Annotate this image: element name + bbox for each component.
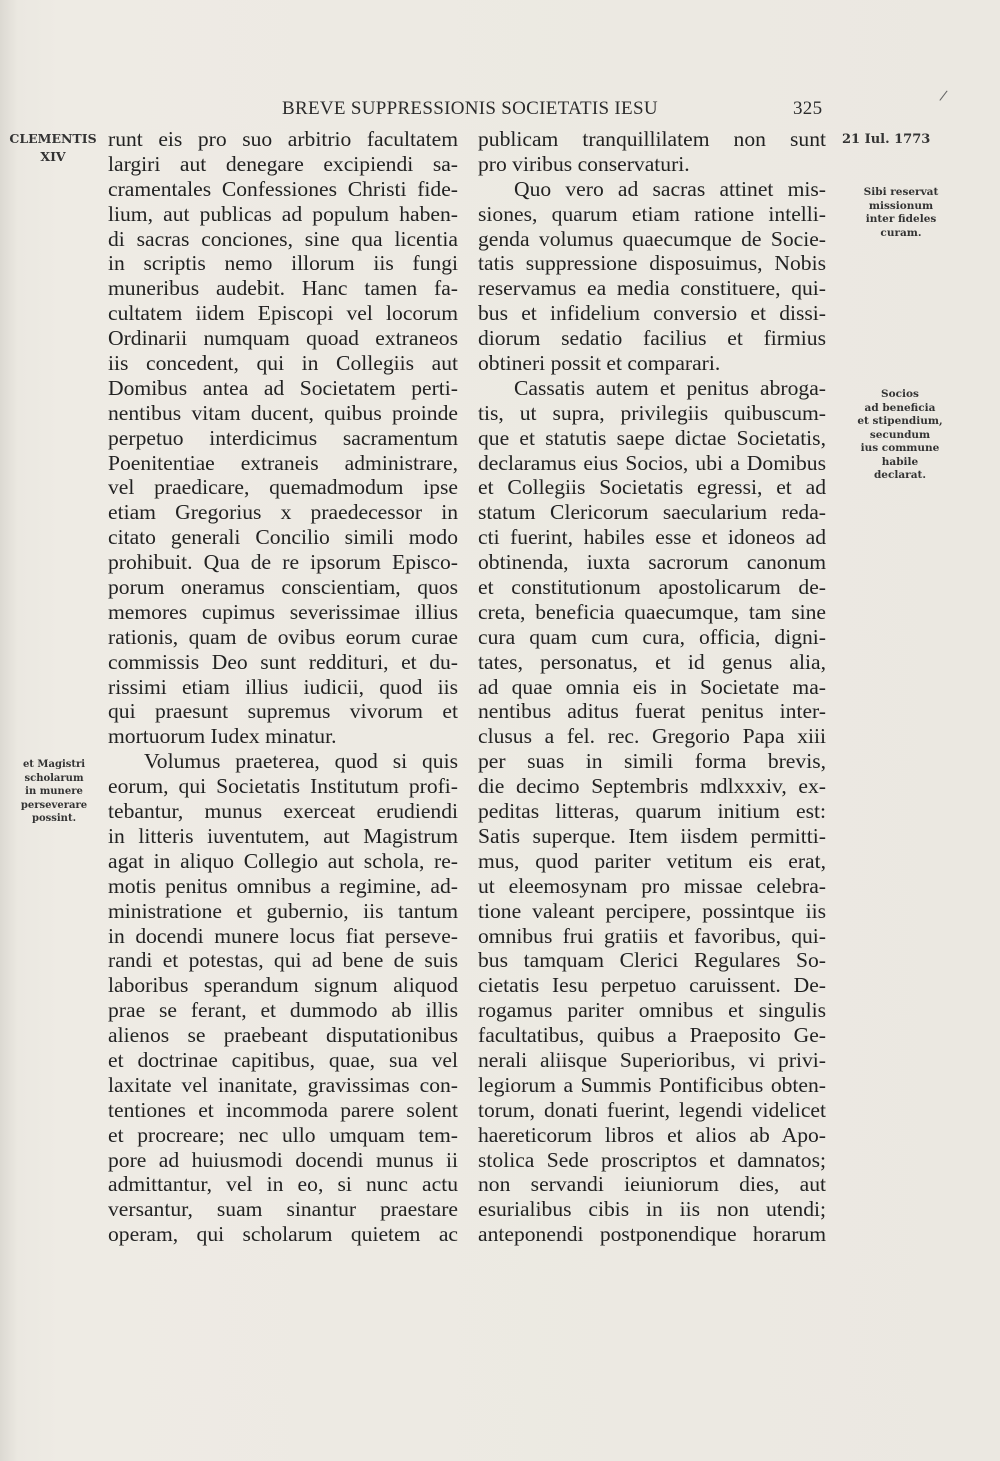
text-line: versantur, suam sinantur praestare <box>108 1197 458 1222</box>
text-line: que et statutis saepe dictae Societatis, <box>478 425 826 450</box>
text-line: commissis Deo sunt reddituri, et du- <box>108 649 458 674</box>
text-line: obtineri possit et comparari. <box>478 351 721 376</box>
running-title: BREVE SUPPRESSIONIS SOCIETATIS IESU <box>282 98 658 119</box>
text-line: mus, quod pariter vetitum eis erat, <box>478 848 826 873</box>
text-line: declaramus eius Socios, ubi a Domibus <box>478 450 826 475</box>
margin-note-line: et stipendium, <box>857 415 943 427</box>
text-line: eorum, qui Societatis Institutum profi- <box>108 774 458 799</box>
text-line: cura quam cum cura, officia, digni- <box>478 624 826 649</box>
margin-note-magistri <box>18 758 90 826</box>
margin-note-line: perseverare <box>20 799 88 811</box>
side-heading-line2: XIV <box>40 149 66 164</box>
margin-note-missions <box>846 186 956 240</box>
text-line: largiri aut denegare excipiendi sa- <box>108 151 458 176</box>
text-line: non servandi ieiuniorum dies, aut <box>478 1172 826 1197</box>
text-line: per suas in simili forma brevis, <box>478 749 826 774</box>
text-line: pro viribus conservaturi. <box>478 151 690 176</box>
text-line: bus tamquam Clerici Regulares So- <box>478 948 826 973</box>
margin-note-line: Socios <box>881 388 919 400</box>
page-number: 325 <box>793 98 823 119</box>
margin-note-line: missionum <box>868 199 934 212</box>
text-line: facultatibus, quibus a Praeposito Ge- <box>478 1023 826 1048</box>
text-line: in scriptis nemo illorum iis fungi <box>108 251 458 276</box>
text-line: Ordinarii numquam quoad extraneos <box>108 326 458 351</box>
margin-note-line: scholarum <box>24 772 84 784</box>
margin-note-line: declarat. <box>873 469 927 481</box>
left-text-column <box>108 127 458 1247</box>
side-heading-line1: CLEMENTIS <box>9 131 97 146</box>
text-line: torum, donati fuerint, legendi videlicet <box>478 1097 826 1122</box>
text-line: nentibus aditus fuerat penitus inter- <box>478 699 826 724</box>
text-line: motis penitus omnibus a regimine, ad- <box>108 873 458 898</box>
text-line: muneribus audebit. Hanc tamen fa- <box>108 276 458 301</box>
text-line: iis concedent, qui in Collegiis aut <box>108 351 458 376</box>
text-line: laxitate vel inanitate, gravissimas con- <box>108 1072 458 1097</box>
margin-note-line: ad beneficia <box>864 401 936 414</box>
text-line: ministratione et gubernio, iis tantum <box>108 898 458 923</box>
text-line: bus et infidelium conversio et dissi- <box>478 301 826 326</box>
text-line: clusus a fel. rec. Gregorio Papa xiii <box>478 724 826 749</box>
date-note: 21 Iul. 1773 <box>842 132 931 147</box>
text-line: anteponendi postponendique horarum <box>478 1222 826 1247</box>
text-line: pore ad huiusmodi docendi munus ii <box>108 1147 458 1172</box>
text-line: nerali aliisque Superioribus, vi privi- <box>478 1047 826 1072</box>
text-line: tentiones et incommoda parere solent <box>108 1097 458 1122</box>
text-line: tebantur, munus exerceat erudiendi <box>108 799 458 824</box>
text-line: lium, aut publicas ad populum haben- <box>108 201 458 226</box>
text-line: stolica Sede proscriptos et damnatos; <box>478 1147 826 1172</box>
text-line: creta, beneficia quaecumque, tam sine <box>478 599 826 624</box>
stray-mark: / <box>938 87 949 105</box>
text-line: die decimo Septembris mdlxxxiv, ex- <box>478 774 826 799</box>
text-line: citato generali Concilio simili modo <box>108 525 458 550</box>
text-line: etiam Gregorius x praedecessor in <box>108 500 458 525</box>
margin-note-line: et Magistri <box>22 759 86 770</box>
text-line: Volumus praeterea, quod si quis <box>144 749 458 774</box>
margin-note-line: ius commune <box>860 442 940 454</box>
text-line: runt eis pro suo arbitrio facultatem <box>108 127 458 151</box>
margin-note-line: in munere <box>25 786 83 797</box>
text-line: reservamus ea media constituere, qui- <box>478 276 826 301</box>
margin-note-socios <box>840 388 960 483</box>
side-heading <box>8 130 98 166</box>
text-line: mortuorum Iudex minatur. <box>108 724 337 749</box>
text-line: laboribus sperandum signum aliquod <box>108 973 458 998</box>
text-line: memores cupimus severissimae illius <box>108 599 458 624</box>
text-line: et procreare; nec ullo umquam tem- <box>108 1122 458 1147</box>
margin-note-line: possint. <box>31 813 77 824</box>
text-line: in litteris iuventutem, aut Magistrum <box>108 823 458 848</box>
text-line: legiorum a Summis Pontificibus obten- <box>478 1072 826 1097</box>
text-line: Quo vero ad sacras attinet mis- <box>514 176 826 201</box>
text-line: omnibus frui gratiis et favoribus, qui- <box>478 923 826 948</box>
text-line: statum Clericorum saecularium reda- <box>478 500 826 525</box>
text-line: cramentales Confessiones Christi fide- <box>108 176 458 201</box>
margin-note-line: secundum <box>869 428 931 441</box>
text-line: cultatem iidem Episcopi vel locorum <box>108 301 458 326</box>
text-line: Poenitentiae extraneis administrare, <box>108 450 458 475</box>
text-line: prae se ferant, et dummodo ab illis <box>108 998 458 1023</box>
text-line: tis, ut supra, privilegiis quibuscum- <box>478 400 826 425</box>
text-line: agat in aliquo Collegio aut schola, re- <box>108 848 458 873</box>
text-line: Cassatis autem et penitus abroga- <box>514 375 826 400</box>
text-line: et doctrinae capitibus, quae, sua vel <box>108 1047 458 1072</box>
text-line: alienos se praebeant disputationibus <box>108 1023 458 1048</box>
text-line: rissimi etiam illius iudicii, quod iis <box>108 674 458 699</box>
text-line: operam, qui scholarum quietem ac <box>108 1222 458 1247</box>
text-line: cietatis Iesu perpetuo caruissent. De- <box>478 973 826 998</box>
text-line: rationis, quam de ovibus eorum curae <box>108 624 458 649</box>
text-line: rogamus pariter omnibus et singulis <box>478 998 826 1023</box>
text-line: prohibuit. Qua de re ipsorum Episco- <box>108 550 458 575</box>
margin-note-line: Sibi reservat <box>863 186 939 198</box>
text-line: di sacras conciones, sine qua licentia <box>108 226 458 251</box>
text-line: vel praedicare, quemadmodum ipse <box>108 475 458 500</box>
text-line: siones, quarum etiam ratione intelli- <box>478 201 826 226</box>
text-line: Domibus antea ad Societatem perti- <box>108 375 458 400</box>
text-line: peditas litteras, quarum initium est: <box>478 799 826 824</box>
text-line: tione valeant percipere, possintque iis <box>478 898 826 923</box>
margin-note-line: curam. <box>880 226 922 239</box>
text-line: qui praesunt supremus vivorum et <box>108 699 458 724</box>
text-line: diorum sedatio facilius et firmius <box>478 326 826 351</box>
text-line: nentibus vitam ducent, quibus proinde <box>108 400 458 425</box>
text-line: haereticorum libros et alios ab Apo- <box>478 1122 826 1147</box>
text-line: publicam tranquillilatem non sunt <box>478 127 826 151</box>
margin-note-line: inter fideles <box>865 213 937 225</box>
text-line: et constitutionum apostolicarum de- <box>478 575 826 600</box>
text-line: tates, personatus, et id genus alia, <box>478 649 826 674</box>
text-line: genda volumus quaecumque de Socie- <box>478 226 826 251</box>
text-line: et Collegiis Societatis egressi, et ad <box>478 475 826 500</box>
text-line: in docendi munere locus fiat perseve- <box>108 923 458 948</box>
text-line: porum oneramus conscientiam, quos <box>108 575 458 600</box>
text-line: ut eleemosynam pro missae celebra- <box>478 873 826 898</box>
text-line: Satis superque. Item iisdem permitti- <box>478 823 826 848</box>
text-line: cti fuerint, habiles esse et idoneos ad <box>478 525 826 550</box>
text-line: admittantur, vel in eo, si nunc actu <box>108 1172 458 1197</box>
text-line: perpetuo interdicimus sacramentum <box>108 425 458 450</box>
text-line: obtinenda, iuxta sacrorum canonum <box>478 550 826 575</box>
text-line: ad quae omnia eis in Societate ma- <box>478 674 826 699</box>
text-line: randi et potestas, qui ad bene de suis <box>108 948 458 973</box>
text-line: tatis suppressione disposuimus, Nobis <box>478 251 826 276</box>
right-text-column <box>478 127 826 1247</box>
text-line: esurialibus cibis in iis non utendi; <box>478 1197 826 1222</box>
margin-note-line: habile <box>881 455 919 468</box>
